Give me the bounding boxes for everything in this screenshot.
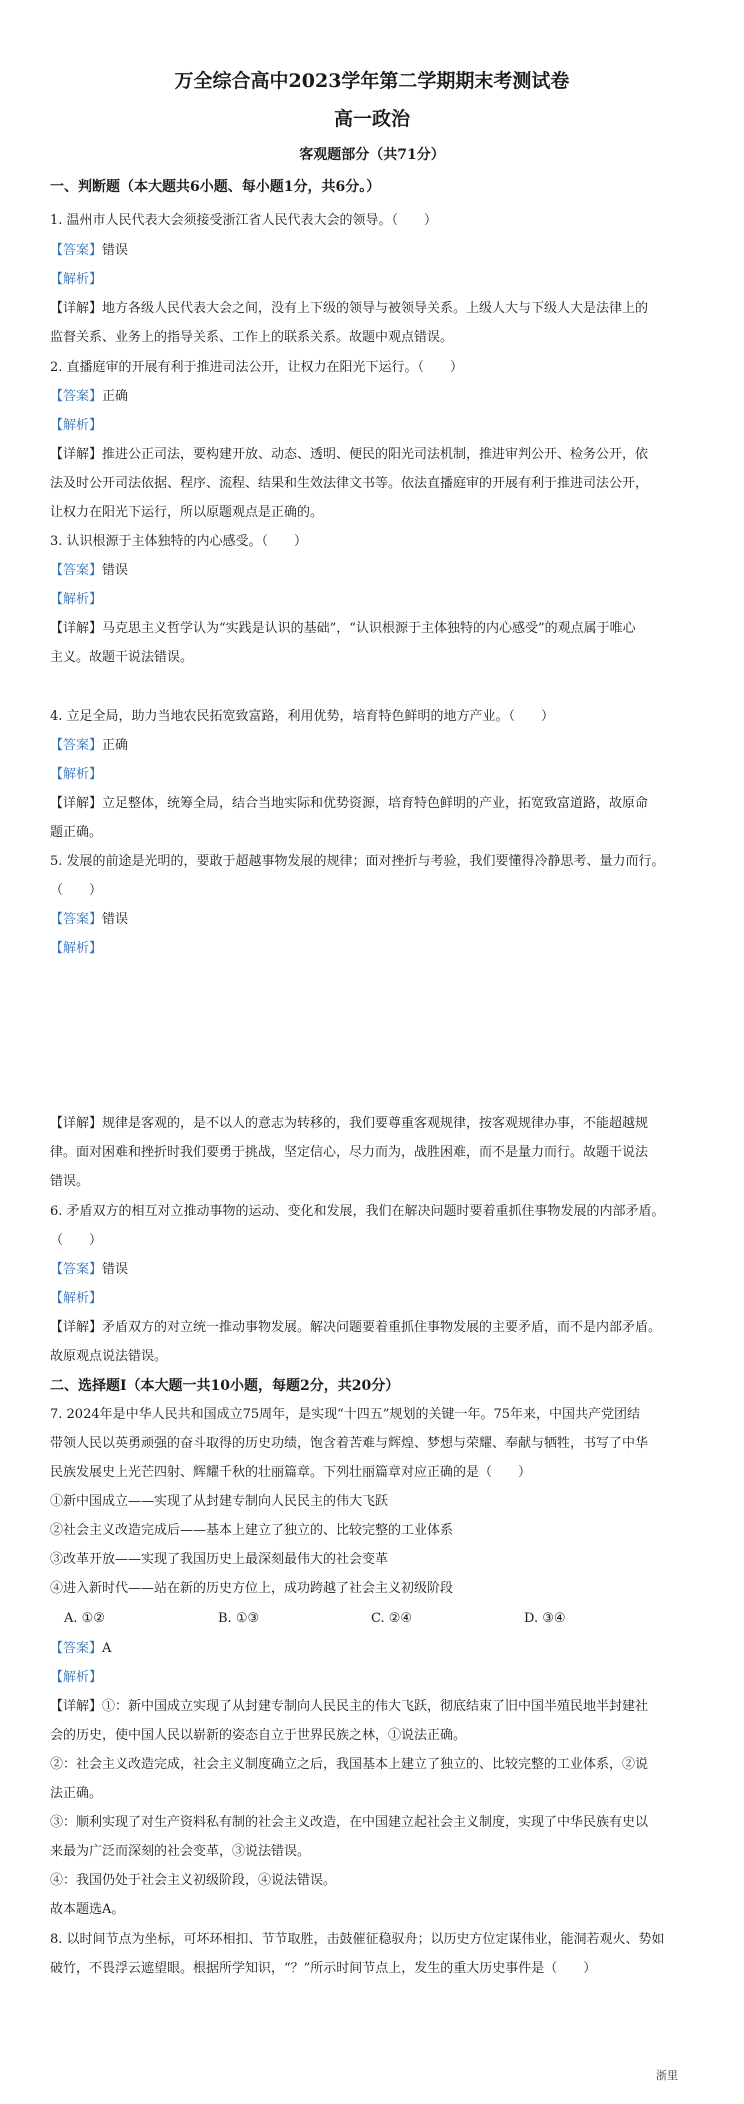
answer-line-3 (50, 562, 128, 580)
detail-line (50, 1115, 648, 1133)
detail-text: 马克思主义哲学认为“实践是认识的基础”，“认识根源于主体独特的内心感受”的观点属于唯心 (102, 621, 636, 636)
answer-value: 正确 (102, 389, 129, 404)
detail-line: ②：社会主义改造完成，社会主义制度确立之后，我国基本上建立了独立的、比较完整的工业体系，②说 (50, 1757, 649, 1772)
option-c: C. ②④ (371, 1611, 413, 1626)
question-6: 6. 矛盾双方的相互对立推动事物的运动、变化和发展，我们在解决问题时要着重抓住事物发展的内部矛盾。 (50, 1204, 665, 1219)
detail-text: 地方各级人民代表大会之间，没有上下级的领导与被领导关系。上级人大与下级人大是法律上的 (102, 301, 649, 316)
answer-line-6 (50, 1261, 128, 1279)
detail-tag: 【详解】 (50, 447, 103, 462)
answer-tag: 【答案】 (50, 912, 103, 927)
statement-item: ④进入新时代——站在新的历史方位上，成功跨越了社会主义初级阶段 (50, 1581, 454, 1596)
question-8-line: 破竹，不畏浮云遮望眼。根据所学知识，“？”所示时间节点上，发生的重大历史事件是（ ） (50, 1961, 597, 1976)
detail-text: 规律是客观的，是不以人的意志为转移的，我们要尊重客观规律，按客观规律办事，不能超越规 (102, 1116, 649, 1131)
detail-text: 立足整体，统筹全局，结合当地实际和优势资源，培育特色鲜明的产业，拓宽致富道路，故原命 (102, 796, 649, 811)
detail-line: 会的历史，使中国人民以崭新的姿态自立于世界民族之林，①说法正确。 (50, 1728, 467, 1743)
answer-tag: 【答案】 (50, 738, 103, 753)
analysis-tag: 【解析】 (50, 1291, 103, 1306)
detail-tag: 【详解】 (50, 621, 103, 636)
detail-line: 法正确。 (50, 1786, 103, 1801)
question-3: 3. 认识根源于主体独特的内心感受。（ ） (50, 534, 308, 549)
answer-line-5 (50, 911, 128, 929)
answer-tag: 【答案】 (50, 1262, 103, 1277)
detail-line: 主义。故题干说法错误。 (50, 650, 194, 665)
detail-line (50, 1698, 648, 1716)
answer-value: 正确 (102, 738, 129, 753)
detail-line: 让权力在阳光下运行，所以原题观点是正确的。 (50, 505, 324, 520)
exam-title: 万全综合高中2023学年第二学期期末考测试卷 (174, 70, 570, 92)
detail-line: 故本题选A。 (50, 1902, 125, 1917)
question-5-blank: （ ） (50, 883, 103, 898)
detail-tag: 【详解】 (50, 1699, 103, 1714)
question-7-line: 带领人民以英勇顽强的奋斗取得的历史功绩，饱含着苦难与辉煌、梦想与荣耀、奉献与牺牲，书写了中华 (50, 1436, 649, 1451)
question-1: 1. 温州市人民代表大会须接受浙江省人民代表大会的领导。（ ） (50, 213, 438, 228)
answer-tag: 【答案】 (50, 243, 103, 258)
analysis-tag: 【解析】 (50, 418, 103, 433)
answer-value: 错误 (102, 1262, 129, 1277)
detail-line (50, 300, 648, 318)
detail-line (50, 620, 636, 638)
detail-text: 矛盾双方的对立统一推动事物发展。解决问题要着重抓住事物发展的主要矛盾，而不是内部矛盾。 (102, 1320, 662, 1335)
detail-line: 故原观点说法错误。 (50, 1349, 168, 1364)
option-d: D. ③④ (524, 1611, 566, 1626)
analysis-tag: 【解析】 (50, 272, 103, 287)
detail-line: 错误。 (50, 1174, 90, 1189)
exam-part: 客观题部分（共71分） (299, 147, 445, 163)
answer-line-1 (50, 242, 128, 260)
detail-line (50, 1319, 661, 1337)
detail-line (50, 795, 648, 813)
detail-line (50, 446, 648, 464)
question-2: 2. 直播庭审的开展有利于推进司法公开，让权力在阳光下运行。（ ） (50, 360, 464, 375)
analysis-tag: 【解析】 (50, 592, 103, 607)
analysis-tag: 【解析】 (50, 767, 103, 782)
answer-line-7 (50, 1640, 111, 1658)
answer-line-2 (50, 388, 128, 406)
detail-text: 推进公正司法，要构建开放、动态、透明、便民的阳光司法机制，推进审判公开、检务公开，依 (102, 447, 649, 462)
section-heading-choice: 二、选择题Ⅰ（本大题一共10小题，每题2分，共20分） (50, 1378, 400, 1394)
option-b: B. ①③ (218, 1611, 260, 1626)
analysis-tag: 【解析】 (50, 1670, 103, 1685)
detail-line: 监督关系、业务上的指导关系、工作上的联系关系。故题中观点错误。 (50, 330, 454, 345)
detail-line: 来最为广泛而深刻的社会变革，③说法错误。 (50, 1844, 311, 1859)
option-a: A. ①② (64, 1611, 105, 1626)
answer-value: 错误 (102, 563, 129, 578)
question-4: 4. 立足全局，助力当地农民拓宽致富路，利用优势，培育特色鲜明的地方产业。（ ） (50, 709, 555, 724)
answer-tag: 【答案】 (50, 1641, 103, 1656)
analysis-tag: 【解析】 (50, 941, 103, 956)
section-heading-judgment: 一、判断题（本大题共6小题、每小题1分，共6分。） (50, 179, 381, 195)
detail-line: 律。面对困难和挫折时我们要勇于挑战，坚定信心，尽力而为，战胜困难，而不是量力而行。故题干说法 (50, 1145, 649, 1160)
statement-item: ③改革开放——实现了我国历史上最深刻最伟大的社会变革 (50, 1552, 389, 1567)
question-6-blank: （ ） (50, 1233, 103, 1248)
answer-line-4 (50, 737, 128, 755)
answer-value: A (102, 1641, 112, 1656)
question-5: 5. 发展的前途是光明的，要敢于超越事物发展的规律；面对挫折与考验，我们要懂得冷静思考、量力而行。 (50, 854, 665, 869)
answer-tag: 【答案】 (50, 563, 103, 578)
detail-tag: 【详解】 (50, 796, 103, 811)
detail-line: ④：我国仍处于社会主义初级阶段，④说法错误。 (50, 1873, 337, 1888)
detail-line: ③：顺利实现了对生产资料私有制的社会主义改造，在中国建立起社会主义制度，实现了中华民族有史以 (50, 1815, 649, 1830)
detail-tag: 【详解】 (50, 301, 103, 316)
detail-line: 法及时公开司法依据、程序、流程、结果和生效法律文书等。依法直播庭审的开展有利于推进司法公开， (50, 476, 649, 491)
question-7: 7. 2024年是中华人民共和国成立75周年，是实现“十四五”规划的关键一年。75年来，中国共产党团结 (50, 1407, 640, 1422)
detail-tag: 【详解】 (50, 1320, 103, 1335)
answer-value: 错误 (102, 912, 129, 927)
statement-item: ①新中国成立——实现了从封建专制向人民民主的伟大飞跃 (50, 1494, 389, 1509)
detail-line: 题正确。 (50, 825, 103, 840)
page-footer: 浙里 (656, 2069, 678, 2082)
detail-text: ①：新中国成立实现了从封建专制向人民民主的伟大飞跃，彻底结束了旧中国半殖民地半封建社 (102, 1699, 649, 1714)
question-7-line: 民族发展史上光芒四射、辉耀千秋的壮丽篇章。下列壮丽篇章对应正确的是（ ） (50, 1465, 532, 1480)
answer-value: 错误 (102, 243, 129, 258)
exam-subject: 高一政治 (333, 108, 410, 130)
answer-tag: 【答案】 (50, 389, 103, 404)
statement-item: ②社会主义改造完成后——基本上建立了独立的、比较完整的工业体系 (50, 1523, 454, 1538)
detail-tag: 【详解】 (50, 1116, 103, 1131)
question-8: 8. 以时间节点为坐标，可坏环相扣、节节取胜，击鼓催征稳驭舟；以历史方位定谋伟业，能洞若观火、势如 (50, 1932, 665, 1947)
